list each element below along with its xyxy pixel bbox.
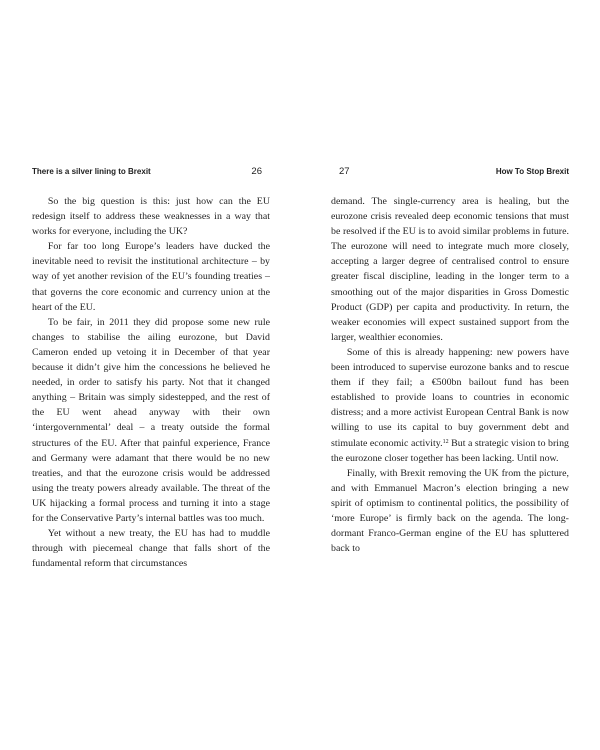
right-paragraph-2-text-b: But a strategic vision to bring the eurozone closer together has been lacking. Until now. <box>331 437 569 464</box>
right-paragraph-continued: demand. The single-currency area is healing, but the eurozone crisis revealed deep economic tensions that must be resolved if the EU is to avoid similar problems in future. The eurozone will need to integrate much more closely, accepting a larger degree of centralised control to ensure greater fiscal discipline, leading in the longer term to a smoothing out of the major disparities in Gross Domestic Product (GDP) per capita and productivity. In return, the weaker economies will expect sustained support from the larger, wealthier economies. <box>331 196 569 343</box>
right-running-head <box>331 166 569 178</box>
footnote-marker: 12 <box>442 438 449 445</box>
right-paragraph-3: Finally, with Brexit removing the UK from the picture, and with Emmanuel Macron’s election bringing a new spirit of optimism to continental politics, the possibility of ‘more Europe’ is firmly back on the agenda. The long-dormant Franco-German engine of the EU has spluttered back to <box>331 467 569 555</box>
left-page-number: 26 <box>251 166 262 177</box>
left-body-text <box>32 194 270 571</box>
left-paragraph-2: For far too long Europe’s leaders have ducked the inevitable need to revisit the institutional architecture – by way of yet another revision of the EU’s founding treaties – that governs the core economic and currency union at the heart of the EU. <box>32 241 270 313</box>
right-paragraph-2 <box>331 345 569 466</box>
left-paragraph-1: So the big question is this: just how can the EU redesign itself to address these weaknesses in a way that works for everyone, including the UK? <box>32 196 270 238</box>
right-page <box>331 166 569 556</box>
right-paragraph-2-text-a: Some of this is already happening: new powers have been introduced to supervise eurozone banks and to rescue them if they fail; a €500bn bailout fund has been established to provide loans to countries in economic distress; and a more activist European Central Bank is now willing to use its capital to buy government debt and stimulate economic activity. <box>331 346 569 449</box>
left-page <box>32 166 270 571</box>
left-running-head-title: There is a silver lining to Brexit <box>32 167 151 176</box>
right-page-number: 27 <box>339 166 350 177</box>
right-running-head-title: How To Stop Brexit <box>495 167 569 176</box>
left-running-head <box>32 166 270 178</box>
left-paragraph-4: Yet without a new treaty, the EU has had to muddle through with piecemeal change that falls short of the fundamental reform that circumstances <box>32 528 270 570</box>
right-body-text <box>331 194 569 556</box>
left-paragraph-3: To be fair, in 2011 they did propose some new rule changes to stabilise the ailing eurozone, but David Cameron ended up vetoing it in December of that year because it didn’t give him the concessions he believed he needed, in order to satisfy his party. Not that it changed anything – Britain was simply sidestepped, and the rest of the EU went ahead anyway with their own ‘intergovernmental’ deal – a treaty outside the formal structures of the EU. After that painful experience, France and Germany were adamant that there would be no new treaties, and that the eurozone crisis would be addressed using the treaty powers already available. The threat of the UK hijacking a formal process and turning it into a stage for the Conservative Party’s internal battles was too much. <box>32 316 270 524</box>
